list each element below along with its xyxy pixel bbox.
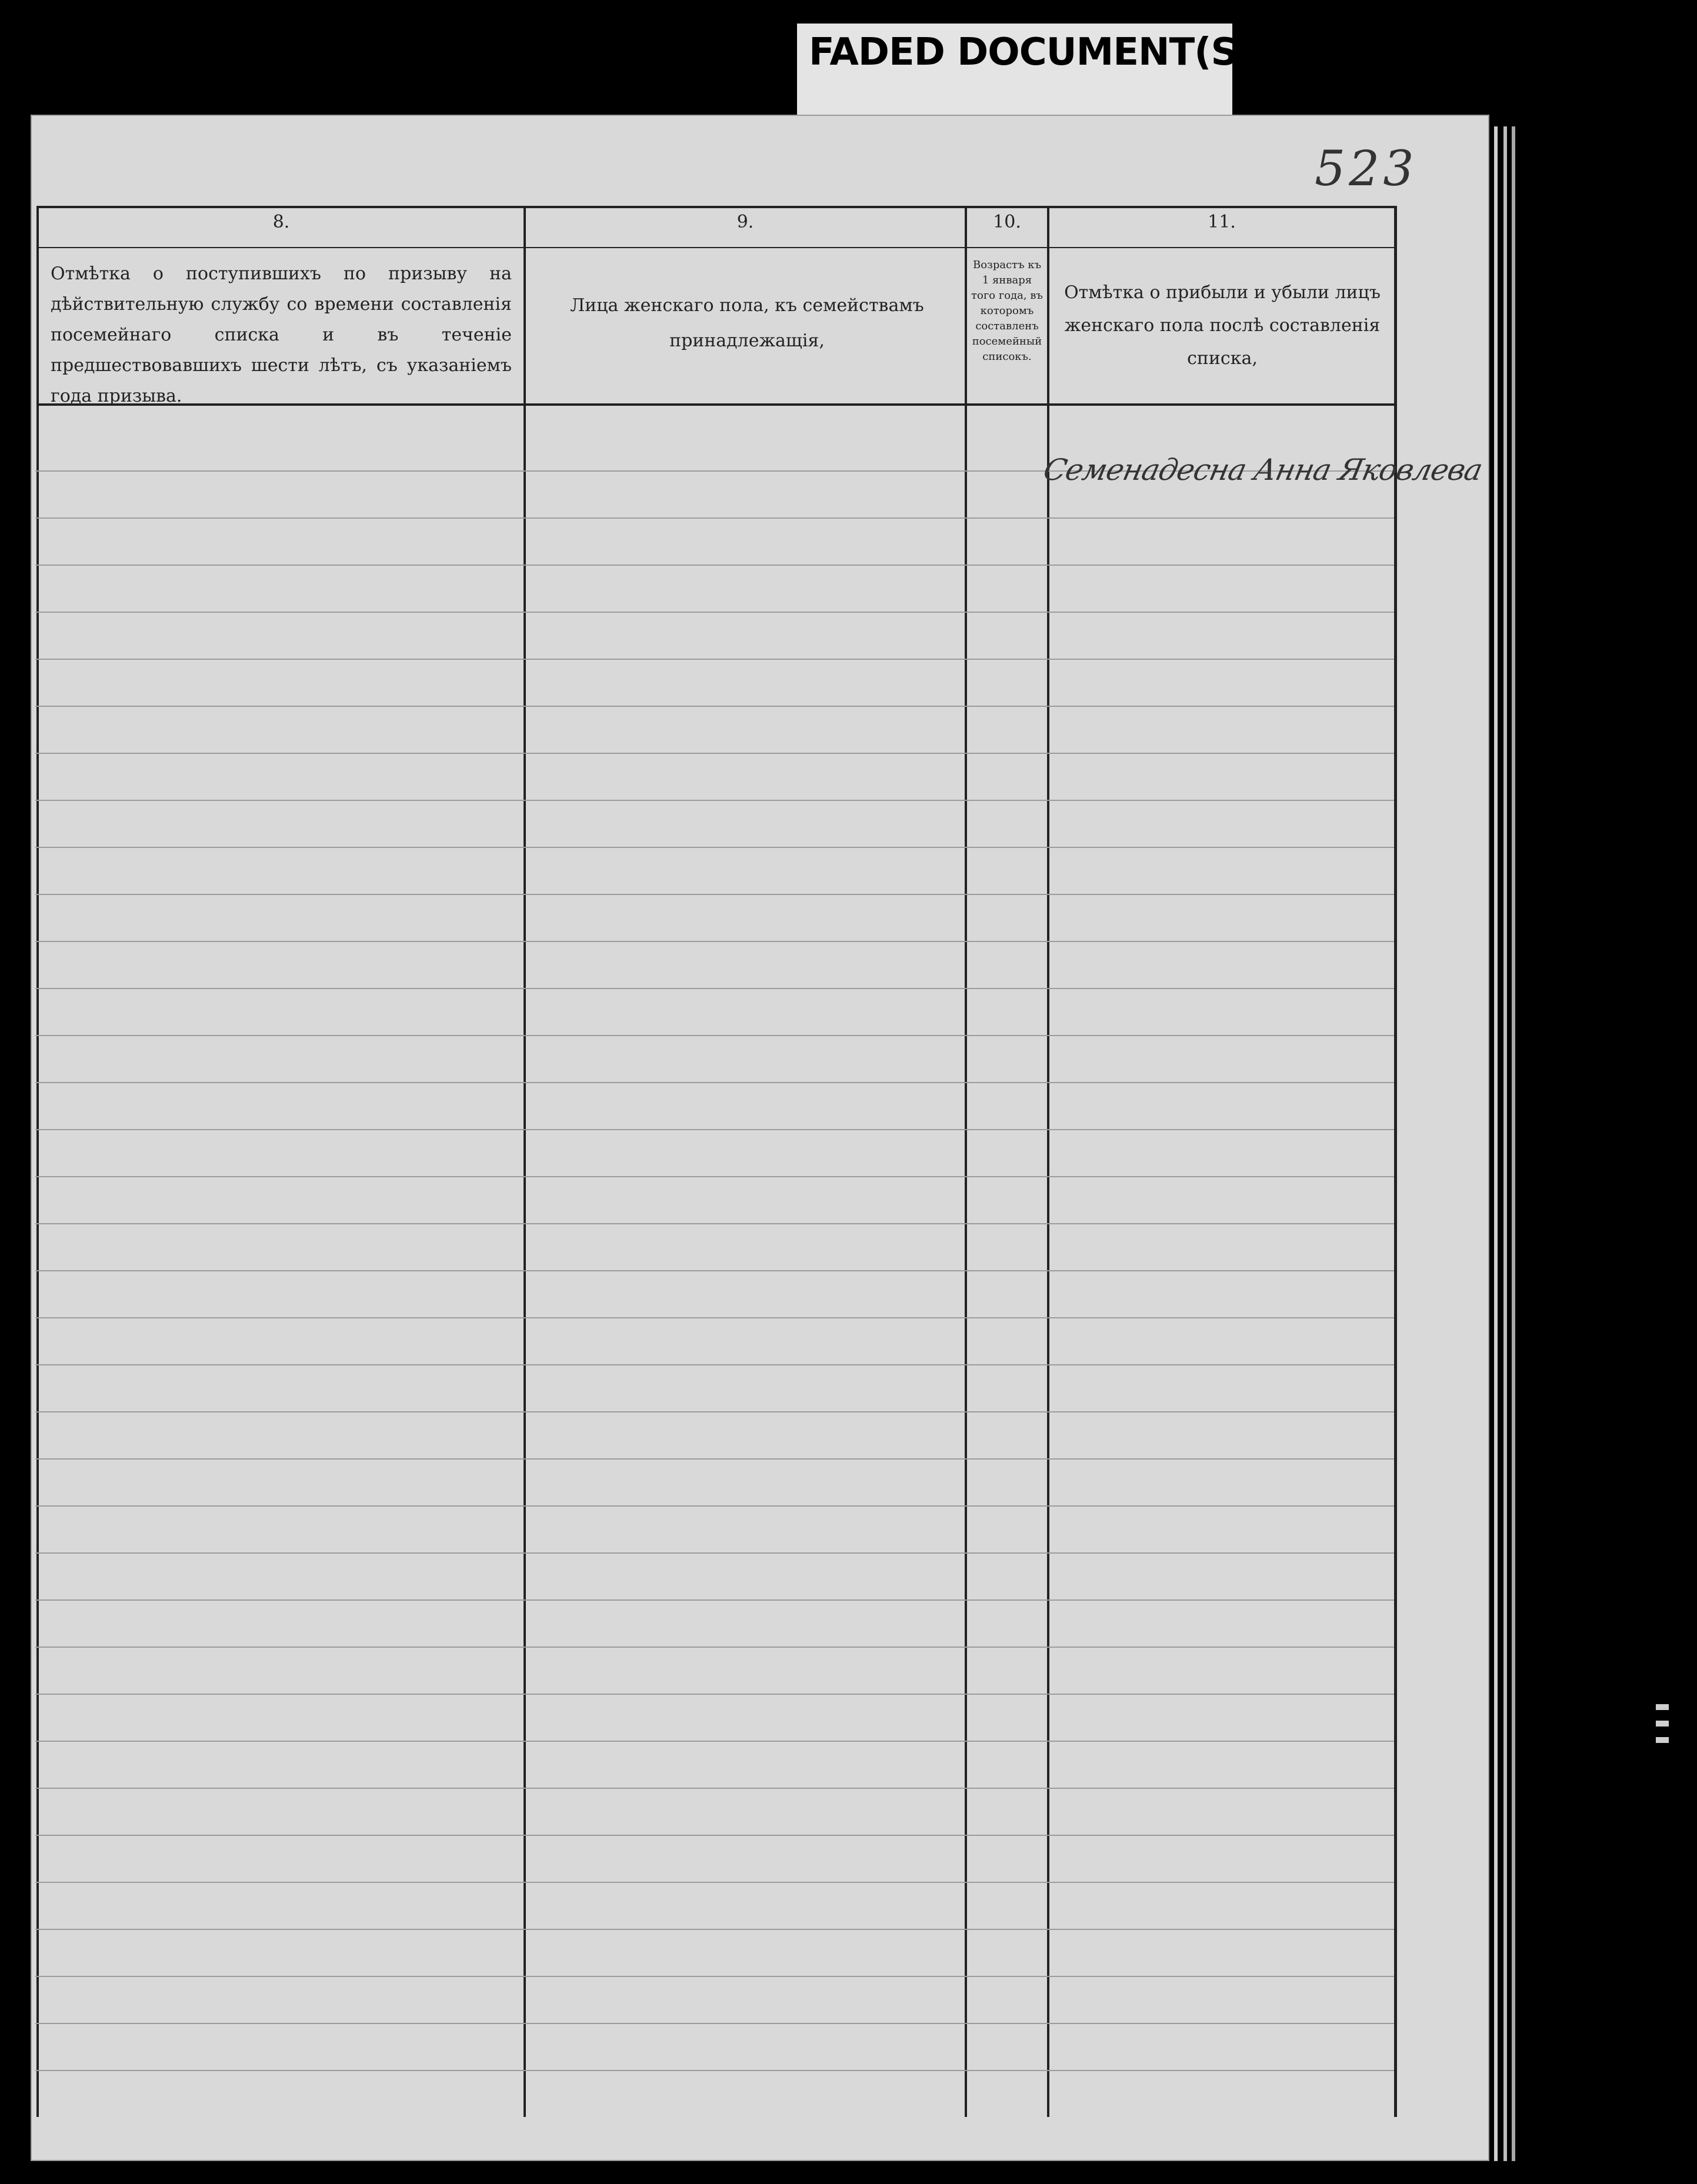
column-number-10: 10. (993, 212, 1021, 232)
column-heading-11: Отмѣтка о прибыли и убыли лицъ женскаго пола послѣ составленія списка, (1064, 282, 1381, 369)
register-page (31, 115, 1489, 2161)
handwritten-entry: Семенадесна Анна Яковлева (1040, 453, 1485, 487)
edge-marks (1656, 1694, 1679, 1743)
column-divider (1394, 206, 1397, 2117)
table-top-rule (36, 206, 1394, 208)
column-divider (524, 206, 526, 2117)
column-divider (965, 206, 967, 2117)
page-stack-edge (1494, 126, 1498, 2161)
column-divider (1047, 206, 1049, 2117)
column-number-8: 8. (272, 212, 290, 232)
banner-label: FADED DOCUMENT(S) (809, 31, 1254, 74)
column-number-11: 11. (1208, 212, 1236, 232)
faded-document-banner (797, 24, 1254, 123)
column-heading-9: Лица женскаго пола, къ семействамъ принадлежащія, (570, 295, 924, 351)
column-divider (36, 206, 39, 2117)
column-number-9: 9. (736, 212, 754, 232)
header-number-rule (36, 247, 1394, 248)
column-heading-8: Отмѣтка о поступившихъ по призыву на дѣйствительную службу со времени составленія посемейнаго списка и въ теченіе предшествовавшихъ шести лѣтъ, съ указаніемъ года призыва. (51, 263, 512, 406)
column-heading-10: Возрастъ къ 1 января того года, въ которомъ составленъ посемейный списокъ. (971, 259, 1043, 363)
page-stack-edge (1512, 126, 1515, 2161)
page-number: 523 (1315, 141, 1418, 197)
page-stack-edge (1503, 126, 1507, 2161)
